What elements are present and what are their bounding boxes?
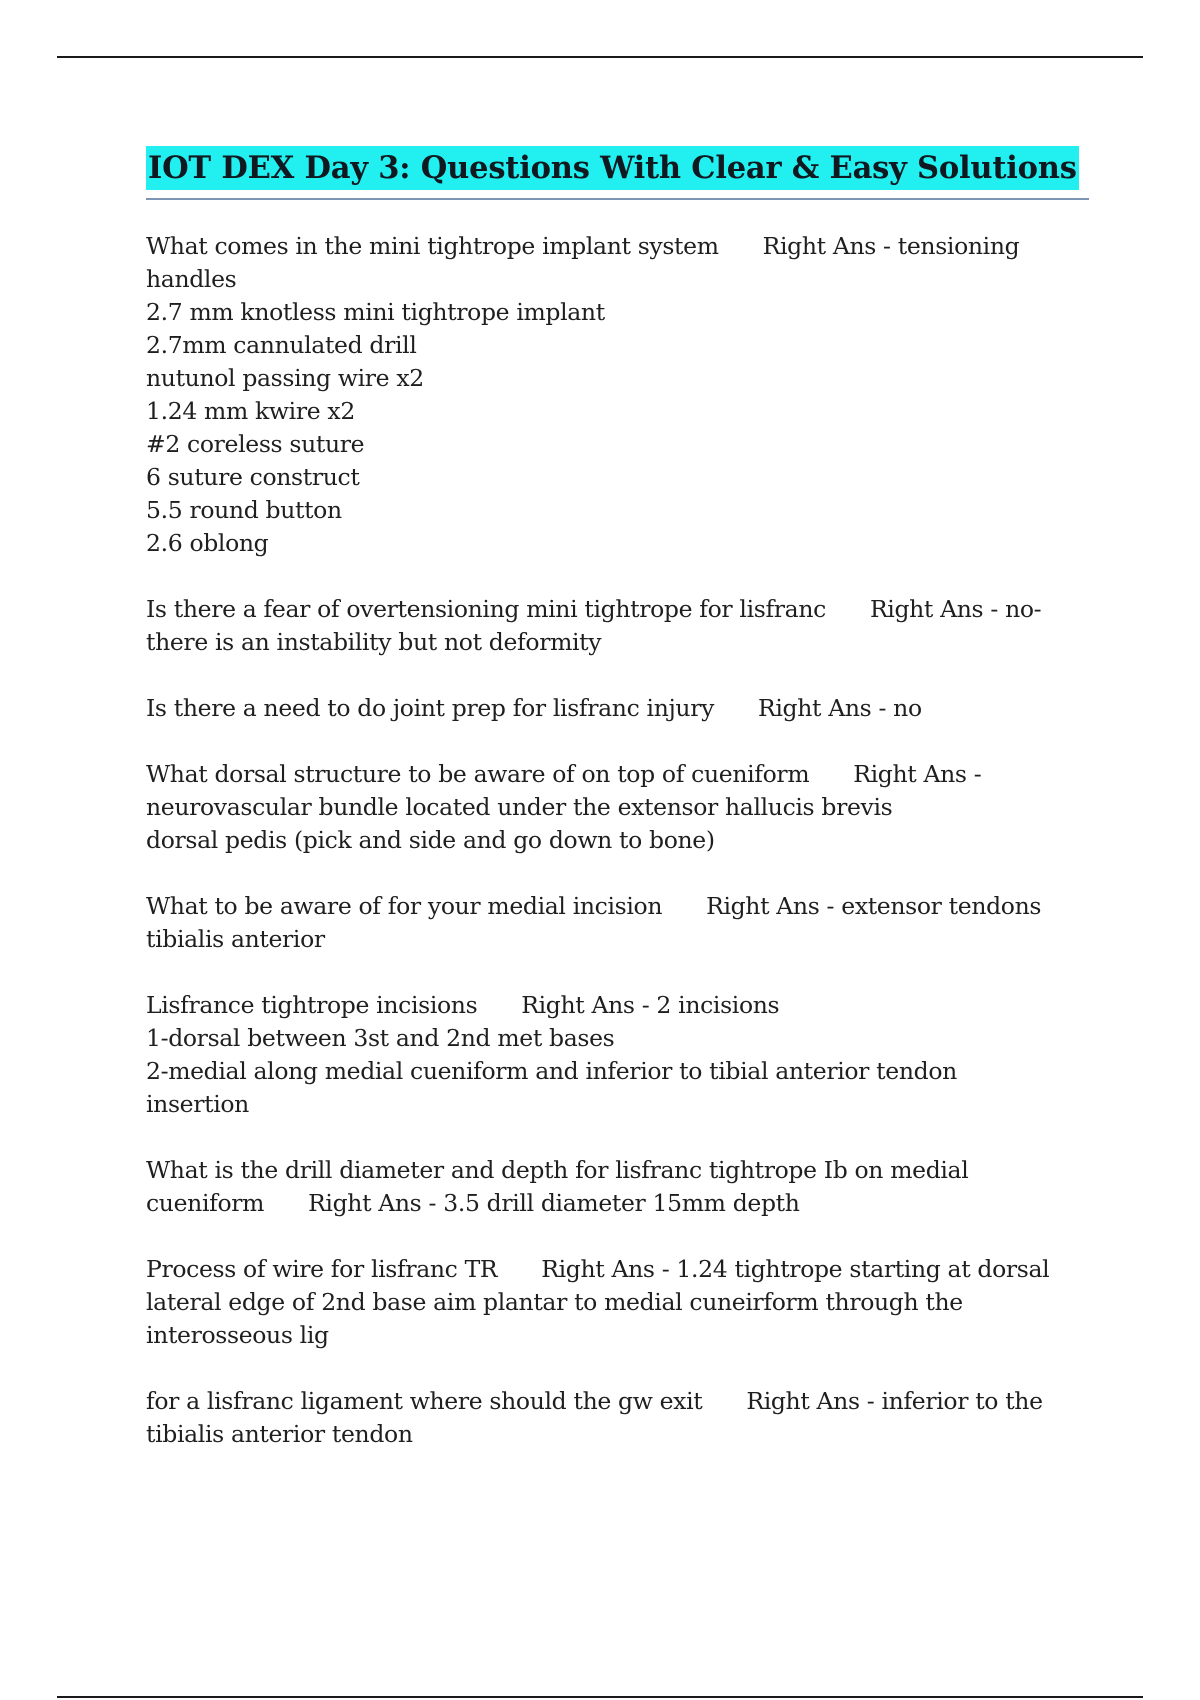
- qa-line: [146, 593, 1096, 626]
- qa-line: [146, 362, 1096, 395]
- question-text: cueniform: [146, 1189, 265, 1217]
- qa-line: [146, 791, 1096, 824]
- qa-line: [146, 1088, 1096, 1121]
- answer-continuation: 1.24 mm kwire x2: [146, 397, 355, 425]
- qa-line: [146, 329, 1096, 362]
- answer-continuation: dorsal pedis (pick and side and go down to bone): [146, 826, 715, 854]
- answer-text: Right Ans - tensioning: [762, 232, 1020, 260]
- answer-text: Right Ans - inferior to the: [746, 1387, 1043, 1415]
- question-text: Process of wire for lisfranc TR: [146, 1255, 498, 1283]
- answer-continuation: interosseous lig: [146, 1321, 329, 1349]
- footer-rule: [57, 1696, 1143, 1698]
- answer-continuation: 2.7mm cannulated drill: [146, 331, 417, 359]
- answer-text: Right Ans - extensor tendons: [706, 892, 1042, 920]
- answer-continuation: 6 suture construct: [146, 463, 360, 491]
- answer-text: Right Ans - no-: [869, 595, 1042, 623]
- qa-line: [146, 1319, 1096, 1352]
- answer-continuation: #2 coreless suture: [146, 430, 365, 458]
- header-rule: [57, 56, 1143, 58]
- qa-line: [146, 263, 1096, 296]
- answer-text: Right Ans - 1.24 tightrope starting at dorsal: [541, 1255, 1050, 1283]
- answer-continuation: tibialis anterior: [146, 925, 325, 953]
- document-title: IOT DEX Day 3: Questions With Clear & Easy Solutions: [146, 146, 1079, 190]
- qa-line: [146, 1187, 1096, 1220]
- answer-text: Right Ans - no: [758, 694, 922, 722]
- qa-line: [146, 758, 1096, 791]
- qa-line: [146, 494, 1096, 527]
- answer-continuation: 5.5 round button: [146, 496, 342, 524]
- question-text: What comes in the mini tightrope implant system: [146, 232, 719, 260]
- qa-item: [146, 1385, 1096, 1451]
- qa-line: [146, 1385, 1096, 1418]
- qa-line: [146, 1154, 1096, 1187]
- question-text: Is there a fear of overtensioning mini tightrope for lisfranc: [146, 595, 826, 623]
- answer-continuation: neurovascular bundle located under the extensor hallucis brevis: [146, 793, 893, 821]
- answer-continuation: insertion: [146, 1090, 249, 1118]
- answer-text: Right Ans - 2 incisions: [521, 991, 780, 1019]
- answer-continuation: nutunol passing wire x2: [146, 364, 424, 392]
- qa-item: [146, 989, 1096, 1121]
- document-body: [146, 146, 1096, 1484]
- qa-line: [146, 428, 1096, 461]
- qa-line: [146, 890, 1096, 923]
- answer-continuation: 1-dorsal between 3st and 2nd met bases: [146, 1024, 615, 1052]
- qa-line: [146, 989, 1096, 1022]
- qa-line: [146, 923, 1096, 956]
- question-text: for a lisfranc ligament where should the gw exit: [146, 1387, 703, 1415]
- qa-line: [146, 527, 1096, 560]
- qa-item: [146, 593, 1096, 659]
- answer-continuation: What is the drill diameter and depth for lisfranc tightrope Ib on medial: [146, 1156, 969, 1184]
- qa-item: [146, 758, 1096, 857]
- qa-line: [146, 1253, 1096, 1286]
- qa-item: [146, 1253, 1096, 1352]
- question-text: What to be aware of for your medial incision: [146, 892, 663, 920]
- answer-continuation: 2-medial along medial cueniform and inferior to tibial anterior tendon: [146, 1057, 957, 1085]
- answer-continuation: 2.7 mm knotless mini tightrope implant: [146, 298, 605, 326]
- answer-continuation: handles: [146, 265, 237, 293]
- answer-text: Right Ans -: [853, 760, 982, 788]
- qa-item: [146, 890, 1096, 956]
- qa-line: [146, 1055, 1096, 1088]
- qa-line: [146, 395, 1096, 428]
- answer-text: Right Ans - 3.5 drill diameter 15mm depth: [308, 1189, 800, 1217]
- qa-line: [146, 626, 1096, 659]
- answer-continuation: tibialis anterior tendon: [146, 1420, 413, 1448]
- question-text: Is there a need to do joint prep for lisfranc injury: [146, 694, 715, 722]
- qa-line: [146, 1286, 1096, 1319]
- answer-continuation: lateral edge of 2nd base aim plantar to medial cuneirform through the: [146, 1288, 963, 1316]
- answer-continuation: there is an instability but not deformity: [146, 628, 602, 656]
- qa-line: [146, 692, 1096, 725]
- qa-item: [146, 230, 1096, 560]
- qa-line: [146, 824, 1096, 857]
- qa-line: [146, 296, 1096, 329]
- qa-item: [146, 1154, 1096, 1220]
- qa-line: [146, 230, 1096, 263]
- question-text: What dorsal structure to be aware of on top of cueniform: [146, 760, 810, 788]
- qa-list: [146, 230, 1096, 1451]
- qa-line: [146, 1022, 1096, 1055]
- qa-line: [146, 1418, 1096, 1451]
- title-block: [146, 146, 1089, 200]
- question-text: Lisfrance tightrope incisions: [146, 991, 478, 1019]
- qa-line: [146, 461, 1096, 494]
- qa-item: [146, 692, 1096, 725]
- answer-continuation: 2.6 oblong: [146, 529, 269, 557]
